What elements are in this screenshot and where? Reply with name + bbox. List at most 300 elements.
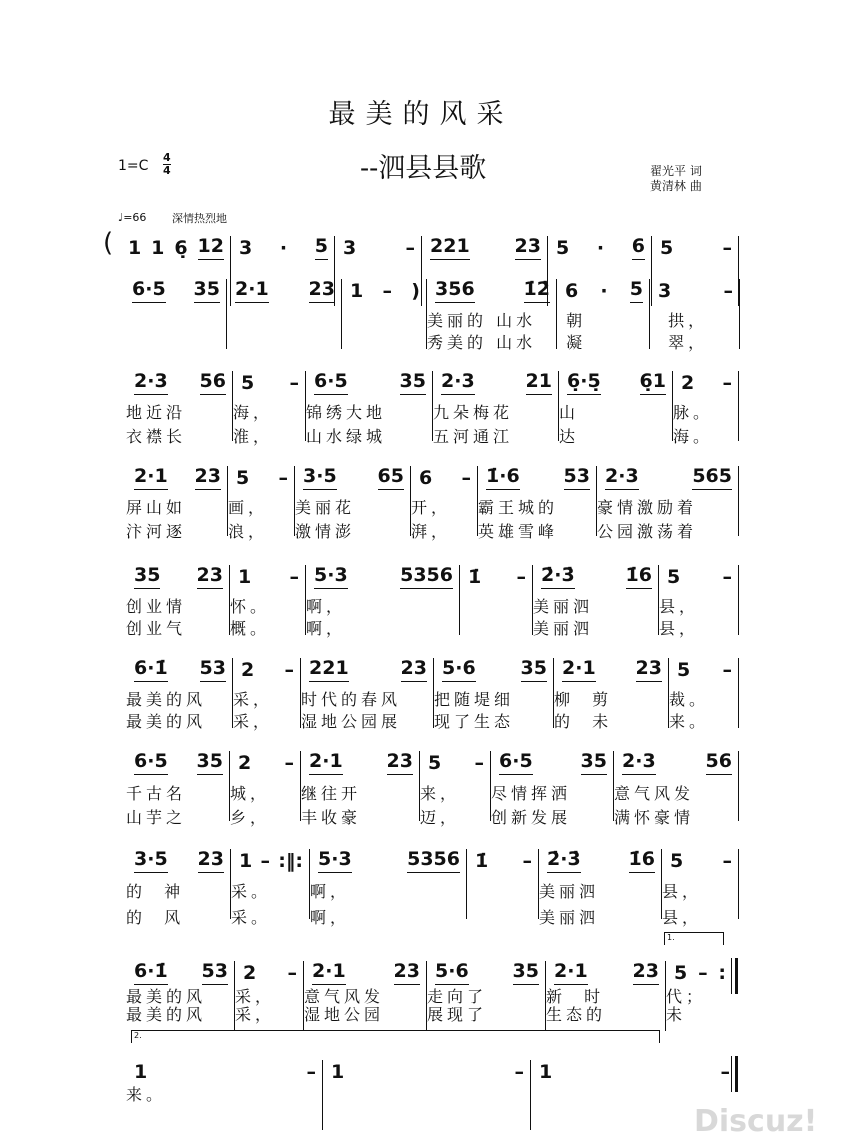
note-group: 221 xyxy=(309,658,349,682)
note-group: 5 xyxy=(660,237,674,259)
note-group: 53 xyxy=(564,466,590,490)
lyric-verse-2: 创业气 xyxy=(126,619,187,638)
measure xyxy=(230,751,301,827)
note-group: 2·3 xyxy=(622,751,656,775)
measure-notes xyxy=(427,961,539,985)
measure xyxy=(126,750,230,827)
note-group: 1 xyxy=(128,237,142,259)
measure xyxy=(126,657,233,731)
lyric-verse-2: 来。 xyxy=(669,712,710,731)
measure xyxy=(666,961,732,1031)
score-row xyxy=(126,961,732,1031)
lyric-verse-1: 采。 xyxy=(231,882,272,901)
note-group: – xyxy=(722,659,732,681)
measure-notes xyxy=(531,1060,730,1084)
note-group: – xyxy=(306,1061,316,1083)
note-group: 5 xyxy=(667,566,681,588)
lyric-verse-1: 柳 剪 xyxy=(554,690,613,709)
measure xyxy=(126,465,228,541)
note-group: – xyxy=(723,280,733,302)
note-group: 23 xyxy=(195,466,221,490)
lyric-verse-1: 裁。 xyxy=(669,690,710,709)
lyric-verse-2: 湿地公园展 xyxy=(301,712,402,731)
measure-notes xyxy=(228,466,288,490)
note-group: 1 xyxy=(350,280,364,302)
measure-notes xyxy=(126,961,228,985)
measure xyxy=(323,1060,531,1130)
measure xyxy=(306,564,460,638)
score-row xyxy=(126,564,739,638)
lyric-verse-2: 衣襟长 xyxy=(126,427,187,446)
lyric-verse-1: 画， xyxy=(228,498,269,517)
lyric-verse-1: 拱， xyxy=(650,311,709,330)
measure-notes xyxy=(126,371,226,395)
note-group: – xyxy=(284,659,294,681)
measure xyxy=(235,961,304,1031)
lyric-verse-2: 未 xyxy=(666,1005,687,1024)
measure xyxy=(669,658,739,731)
note-group: 21 xyxy=(526,371,552,395)
measure xyxy=(491,750,614,827)
lyric-verse-1: 啊， xyxy=(306,597,347,616)
repeat-end-barline xyxy=(731,958,738,994)
lyric-verse-2: 秀美的 山水 xyxy=(427,333,537,352)
measure-notes xyxy=(323,1060,524,1084)
note-group: 6̣ xyxy=(174,237,188,259)
note-group: 565 xyxy=(692,466,732,490)
note-group: 53 xyxy=(200,658,226,682)
score-row xyxy=(126,657,739,731)
measure-notes xyxy=(460,565,526,589)
measure-notes xyxy=(662,849,732,873)
measure-notes xyxy=(126,849,224,873)
lyric-verse-2: 啊， xyxy=(306,619,347,638)
note-group: 3·5 xyxy=(134,849,168,873)
note-group: 2̇·3̇ xyxy=(541,565,575,589)
note-group: 6·1̇ xyxy=(134,658,168,682)
score-row xyxy=(126,750,739,827)
note-group: – xyxy=(461,467,471,489)
note-group: 2·1 xyxy=(554,961,588,985)
note-group: 3 xyxy=(239,237,253,259)
measure xyxy=(230,565,306,638)
measure xyxy=(460,565,533,635)
note-group: 1̇6 xyxy=(626,565,652,589)
note-group: 23 xyxy=(401,658,427,682)
measure-notes xyxy=(126,565,223,589)
note-group: 5 xyxy=(236,467,250,489)
time-top: 4 xyxy=(163,151,171,164)
measure-notes xyxy=(124,279,220,303)
lyric-verse-2: 美丽泗 xyxy=(533,619,594,638)
note-group: 5·3 xyxy=(318,849,352,873)
lyric-verse-2: 达 xyxy=(559,427,580,446)
measure xyxy=(310,848,467,927)
note-group: 23 xyxy=(309,279,335,303)
measure-notes xyxy=(666,961,726,985)
measure xyxy=(124,279,227,349)
note-group: 1̇6 xyxy=(629,849,655,873)
note-group: 5356 xyxy=(400,565,453,589)
lyric-verse-2: 迈， xyxy=(420,808,461,827)
note-group: 23 xyxy=(633,961,659,985)
lyric-verse-2: 湃， xyxy=(411,522,452,541)
lyric-verse-2: 美丽泗 xyxy=(539,908,600,927)
score-row xyxy=(124,278,740,352)
measure xyxy=(554,657,669,731)
measure xyxy=(539,848,662,927)
lyric-verse-2: 乡， xyxy=(230,808,271,827)
measure-notes xyxy=(230,751,294,775)
note-group: 2·1 xyxy=(134,466,168,490)
measure-notes xyxy=(659,565,732,589)
note-group: 2·1 xyxy=(562,658,596,682)
measure-notes xyxy=(434,658,547,682)
note-group: 5356 xyxy=(407,849,460,873)
note-group: 56 xyxy=(706,751,732,775)
note-group: 5·6 xyxy=(442,658,476,682)
note-group: 1̇·6 xyxy=(486,466,520,490)
song-title: 最美的风采 xyxy=(328,99,514,130)
credits xyxy=(650,164,702,194)
lyric-verse-1: 朝 xyxy=(557,311,587,330)
measure-notes xyxy=(422,236,541,260)
measure-notes xyxy=(557,279,643,303)
song-subtitle: --泗县县歌 xyxy=(360,153,487,184)
measure-notes xyxy=(306,371,426,395)
note-group: – xyxy=(289,372,299,394)
note-group: 6·5 xyxy=(134,751,168,775)
measure-notes xyxy=(433,371,552,395)
lyric-verse-2: 激情澎 xyxy=(295,522,356,541)
note-group: 1̇2̇ xyxy=(524,279,550,303)
measure xyxy=(306,370,433,446)
key-signature: 1=C xyxy=(118,158,149,174)
lyric-verse-1: 采， xyxy=(235,987,276,1006)
note-group: 35 xyxy=(197,751,223,775)
measure xyxy=(126,1060,323,1130)
watermark: Discuz! xyxy=(694,1104,818,1139)
lyric-verse-1: 城， xyxy=(230,784,271,803)
note-group: 35 xyxy=(194,279,220,303)
measure-notes xyxy=(126,466,221,490)
measure-notes xyxy=(669,658,732,682)
note-group: 1̇ xyxy=(468,566,482,588)
note-group: 3·5 xyxy=(303,466,337,490)
note-group: 2 xyxy=(241,659,255,681)
lyric-verse-1: 开， xyxy=(411,498,452,517)
measure xyxy=(420,751,491,827)
note-group: 3 xyxy=(343,237,357,259)
open-paren: ( xyxy=(103,228,114,258)
lyric-verse-2: 采， xyxy=(233,712,274,731)
note-group: 1 xyxy=(238,566,252,588)
measure xyxy=(304,961,427,1031)
note-group: 35 xyxy=(400,371,426,395)
note-group: 6 xyxy=(632,236,645,260)
lyric-verse-2: 浪， xyxy=(228,522,269,541)
lyric-verse-1: 豪情激励着 xyxy=(597,498,698,517)
note-group: : xyxy=(718,962,726,984)
lyric-verse-2: 淮， xyxy=(233,427,274,446)
note-group: 3 xyxy=(658,280,672,302)
measure xyxy=(478,465,597,541)
measure-notes xyxy=(478,466,590,490)
measure-notes xyxy=(295,466,404,490)
lyric-verse-1: 县， xyxy=(662,882,703,901)
measure xyxy=(433,370,559,446)
note-group: 12 xyxy=(198,236,224,260)
note-group: – xyxy=(522,850,532,872)
lyric-verse-2: 生态的 xyxy=(546,1005,607,1024)
measure xyxy=(650,279,740,352)
note-group: 2 xyxy=(243,962,257,984)
measure xyxy=(227,279,342,349)
lyric-verse-2: 英雄雪峰 xyxy=(478,522,559,541)
volta-first: 1. xyxy=(664,932,724,945)
measure-notes xyxy=(126,658,226,682)
measure xyxy=(126,848,231,927)
measure-notes xyxy=(231,849,303,873)
measure-notes xyxy=(559,371,666,395)
measure-notes xyxy=(231,236,328,260)
note-group: 56 xyxy=(200,371,226,395)
measure xyxy=(126,961,235,1031)
note-group: – xyxy=(516,566,526,588)
measure-notes xyxy=(546,961,659,985)
score-row xyxy=(126,465,739,541)
note-group: 6·5 xyxy=(132,279,166,303)
measure-notes xyxy=(304,961,420,985)
note-group: · xyxy=(596,237,605,259)
measure xyxy=(295,465,411,541)
lyric-verse-2: 公园激荡着 xyxy=(597,522,698,541)
score-row xyxy=(126,370,739,446)
measure-notes xyxy=(342,279,420,303)
note-group: 1 xyxy=(239,850,253,872)
note-group: 23 xyxy=(394,961,420,985)
lyric-verse-2: 最美的风 xyxy=(126,712,207,731)
note-group: 23 xyxy=(515,236,541,260)
note-group: – xyxy=(289,566,299,588)
note-group: 23 xyxy=(198,849,224,873)
note-group: 5 xyxy=(428,752,442,774)
measure-notes xyxy=(120,236,224,260)
measure xyxy=(659,565,739,638)
note-group: 6·5 xyxy=(499,751,533,775)
measure-notes xyxy=(533,565,652,589)
lyric-verse-1: 锦绣大地 xyxy=(306,403,387,422)
note-group: 5 xyxy=(670,850,684,872)
lyric-verse-1: 创业情 xyxy=(126,597,187,616)
score-row xyxy=(126,1060,736,1130)
measure-notes xyxy=(126,751,223,775)
note-group: 1 xyxy=(331,1061,345,1083)
measure-notes xyxy=(652,236,732,260)
lyric-verse-1: 时代的春风 xyxy=(301,690,402,709)
lyricist: 翟光平 词 xyxy=(650,164,702,178)
measure-notes xyxy=(306,565,453,589)
time-bottom: 4 xyxy=(163,164,171,177)
note-group: 1 xyxy=(134,1061,148,1083)
measure xyxy=(233,371,306,446)
note-group: – xyxy=(260,850,271,872)
note-group: 6̣·5̣ xyxy=(567,371,601,395)
note-group: – xyxy=(382,280,393,302)
measure xyxy=(662,849,739,927)
note-group: 2·1 xyxy=(312,961,346,985)
lyric-verse-2: 概。 xyxy=(230,619,271,638)
measure-notes xyxy=(491,751,607,775)
note-group: 5 xyxy=(674,962,688,984)
time-signature xyxy=(163,152,171,177)
lyric-verse-2: 的 未 xyxy=(554,712,613,731)
lyric-verse-1: 千古名 xyxy=(126,784,187,803)
note-group: 5·3 xyxy=(314,565,348,589)
measure-notes xyxy=(467,849,532,873)
lyric-verse-2: 最美的风 xyxy=(126,1005,207,1024)
measure xyxy=(546,961,666,1031)
note-group: 35 xyxy=(521,658,547,682)
lyric-verse-2: 山水绿城 xyxy=(306,427,387,446)
measure xyxy=(301,657,434,731)
note-group: 1̇ xyxy=(475,850,489,872)
note-group: – xyxy=(698,962,708,984)
lyric-verse-1: 走向了 xyxy=(427,987,488,1006)
note-group: 65 xyxy=(378,466,404,490)
note-group: 2·3 xyxy=(605,466,639,490)
lyric-verse-1: 意气风发 xyxy=(304,987,385,1006)
note-group: 53 xyxy=(202,961,228,985)
note-group: 2̇·3̇ xyxy=(547,849,581,873)
note-group: – xyxy=(474,752,484,774)
measure-notes xyxy=(301,751,413,775)
measure xyxy=(597,465,739,541)
note-group: 5·6 xyxy=(435,961,469,985)
lyric-verse-1: 美丽泗 xyxy=(533,597,594,616)
lyric-verse-1: 霸王城的 xyxy=(478,498,559,517)
lyric-verse-2: 湿地公园 xyxy=(304,1005,385,1024)
note-group: – xyxy=(287,962,297,984)
lyric-verse-2: 展现了 xyxy=(427,1005,488,1024)
lyric-verse-2: 丰收豪 xyxy=(301,808,362,827)
lyric-verse-1: 美丽花 xyxy=(295,498,356,517)
lyric-verse-1: 采， xyxy=(233,690,274,709)
note-group: 221 xyxy=(430,236,470,260)
note-group: 23 xyxy=(197,565,223,589)
measure-notes xyxy=(233,658,294,682)
lyric-verse-1: 美丽的 山水 xyxy=(427,311,537,330)
measure xyxy=(233,658,301,731)
measure-notes xyxy=(126,1060,316,1084)
note-group: · xyxy=(279,237,288,259)
measure xyxy=(126,370,233,446)
measure-notes xyxy=(230,565,299,589)
lyric-verse-1: 怀。 xyxy=(230,597,271,616)
lyric-verse-1: 继往开 xyxy=(301,784,362,803)
measure xyxy=(673,371,739,446)
note-group: – xyxy=(278,467,288,489)
note-group: 5 xyxy=(630,279,643,303)
lyric-verse-1: 山 xyxy=(559,403,580,422)
measure xyxy=(231,849,310,927)
lyric-verse-2: 县， xyxy=(659,619,700,638)
lyric-verse-1: 意气风发 xyxy=(614,784,695,803)
lyric-verse-1: 地近沿 xyxy=(126,403,187,422)
note-group: 2 xyxy=(681,372,695,394)
lyric-verse-2: 海。 xyxy=(673,427,714,446)
note-group: ) xyxy=(411,280,420,302)
note-group: – xyxy=(722,850,732,872)
lyric-verse-1: 县， xyxy=(659,597,700,616)
measure xyxy=(228,466,295,541)
measure xyxy=(559,370,673,446)
measure-notes xyxy=(411,466,471,490)
measure xyxy=(126,564,230,638)
measure-notes xyxy=(614,751,732,775)
lyric-verse-1: 屏山如 xyxy=(126,498,187,517)
lyric-verse-1: 把随堤细 xyxy=(434,690,515,709)
note-group: 5 xyxy=(556,237,570,259)
measure-notes xyxy=(597,466,732,490)
note-group: 6 xyxy=(419,467,433,489)
note-group: – xyxy=(405,237,415,259)
measure-notes xyxy=(235,961,297,985)
note-group: – xyxy=(722,237,732,259)
note-group: :‖: xyxy=(278,850,303,872)
composer: 黄清林 曲 xyxy=(650,179,702,193)
measure xyxy=(557,278,650,352)
lyric-verse-1: 九朵梅花 xyxy=(433,403,514,422)
lyric-verse-1: 啊， xyxy=(310,882,351,901)
lyric-verse-1: 来， xyxy=(420,784,461,803)
measure xyxy=(342,279,427,349)
measure xyxy=(614,750,739,827)
note-group: 2·1 xyxy=(309,751,343,775)
measure-notes xyxy=(673,371,732,395)
note-group: 2·3 xyxy=(441,371,475,395)
measure-notes xyxy=(420,751,484,775)
measure-notes xyxy=(301,658,427,682)
measure-notes xyxy=(335,236,415,260)
measure-notes xyxy=(427,279,550,303)
lyric-verse-1: 尽情挥洒 xyxy=(491,784,572,803)
note-group: 6̣1 xyxy=(640,371,666,395)
lyric-verse-1: 来。 xyxy=(126,1085,167,1104)
measure xyxy=(427,278,557,352)
lyric-verse-2: 五河通江 xyxy=(433,427,514,446)
note-group: 35 xyxy=(513,961,539,985)
measure xyxy=(411,466,478,541)
note-group: 2 xyxy=(238,752,252,774)
measure-notes xyxy=(548,236,645,260)
lyric-verse-1: 新 时 xyxy=(546,987,605,1006)
note-group: – xyxy=(284,752,294,774)
measure-notes xyxy=(310,849,460,873)
note-group: 6 xyxy=(565,280,579,302)
lyric-verse-2: 县， xyxy=(662,908,703,927)
lyric-verse-2: 翠， xyxy=(650,333,709,352)
note-group: 356 xyxy=(435,279,475,303)
note-group: – xyxy=(722,372,732,394)
measure-notes xyxy=(554,658,662,682)
lyric-verse-2: 山芋之 xyxy=(126,808,187,827)
note-group: 6·1̇ xyxy=(134,961,168,985)
lyric-verse-1: 代； xyxy=(666,987,707,1006)
lyric-verse-2: 啊， xyxy=(310,908,351,927)
lyric-verse-2: 汴河逐 xyxy=(126,522,187,541)
measure-notes xyxy=(650,279,733,303)
